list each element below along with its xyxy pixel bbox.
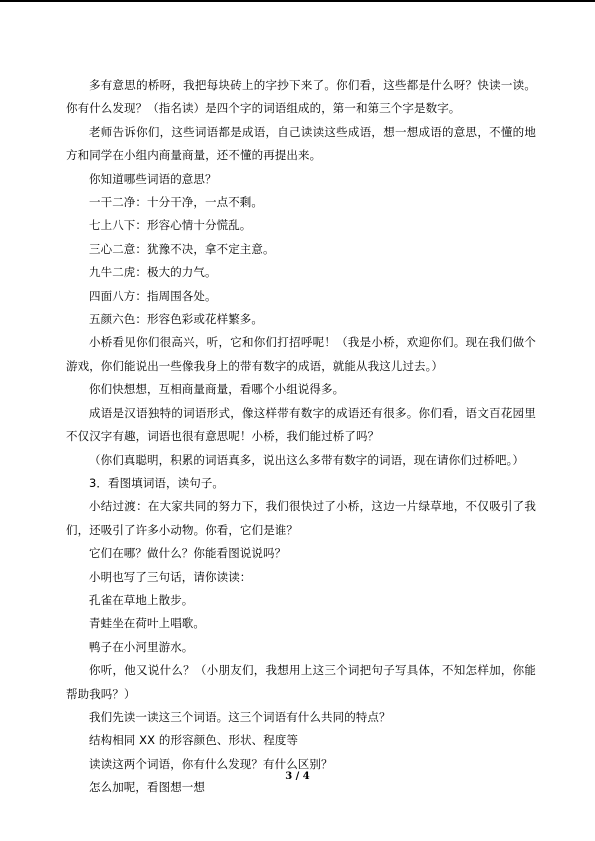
- paragraph: 多有意思的桥呀，我把每块砖上的字抄下来了。你们看，这些都是什么呀？快读一读。你有什么发现？（指名读）是四个字的词语组成的，第一和第三个字是数字。: [66, 78, 536, 116]
- paragraph: （你们真聪明，积累的词语真多，说出这么多带有数字的词语，现在请你们过桥吧。）: [89, 452, 525, 467]
- paragraph: 小明也写了三句话，请你读读：: [89, 569, 252, 584]
- idiom-definition: 五颜六色：形容色彩或花样繁多。: [89, 312, 263, 327]
- paragraph: 它们在哪？做什么？你能看图说说吗？: [89, 546, 287, 561]
- paragraph: 老师告诉你们，这些词语都是成语，自己读读这些成语，想一想成语的意思，不懂的地方和同学在小组内商量商量，还不懂的再提出来。: [66, 124, 536, 163]
- paragraph: 你们快想想，互相商量商量，看哪个小组说得多。: [89, 382, 345, 397]
- paragraph: 结构相同 XX 的形容颜色、形状、程度等: [89, 733, 299, 748]
- idiom-definition: 四面八方：指周围各处。: [89, 288, 217, 303]
- paragraph: 读读这两个词语，你有什么发现？有什么区别？: [89, 756, 333, 771]
- paragraph: 你知道哪些词语的意思？: [89, 171, 217, 186]
- paragraph: 怎么加呢，看图想一想: [89, 780, 205, 795]
- example-sentence: 孔雀在草地上散步。: [89, 592, 194, 607]
- idiom-definition: 三心二意：犹豫不决，拿不定主意。: [89, 241, 275, 256]
- paragraph: 我们先读一读这三个词语。这三个词语有什么共同的特点？: [89, 709, 391, 724]
- example-sentence: 青蛙坐在荷叶上唱歌。: [89, 616, 205, 631]
- section-heading: 3．看图填词语，读句子。: [89, 475, 225, 490]
- idiom-definition: 九牛二虎：极大的力气。: [89, 265, 217, 280]
- paragraph: 小结过渡：在大家共同的努力下，我们很快过了小桥，这边一片绿草地，不仅吸引了我们，还吸引了许多小动物。你看，它们是谁？: [66, 499, 536, 537]
- paragraph: 成语是汉语独特的词语形式，像这样带有数字的成语还有很多。你们看，语文百花园里不仅汉字有趣，词语也很有意思呢！小桥，我们能过桥了吗？: [66, 405, 536, 444]
- idiom-definition: 一干二净：十分干净，一点不剩。: [89, 195, 263, 210]
- paragraph: 小桥看见你们很高兴，听，它和你们打招呼呢！（我是小桥，欢迎你们。现在我们做个游戏，你们能说出一些像我身上的带有数字的成语，就能从我这儿过去。）: [66, 335, 536, 373]
- example-sentence: 鸭子在小河里游水。: [89, 639, 194, 654]
- idiom-definition: 七上八下：形容心情十分慌乱。: [89, 218, 252, 233]
- document-body: [66, 74, 536, 800]
- header-rule: [0, 0, 595, 2]
- paragraph: 你听，他又说什么？（小朋友们，我想用上这三个词把句子写具体，不知怎样加，你能帮助我吗？）: [66, 663, 536, 701]
- page-number: 3 / 4: [285, 771, 310, 782]
